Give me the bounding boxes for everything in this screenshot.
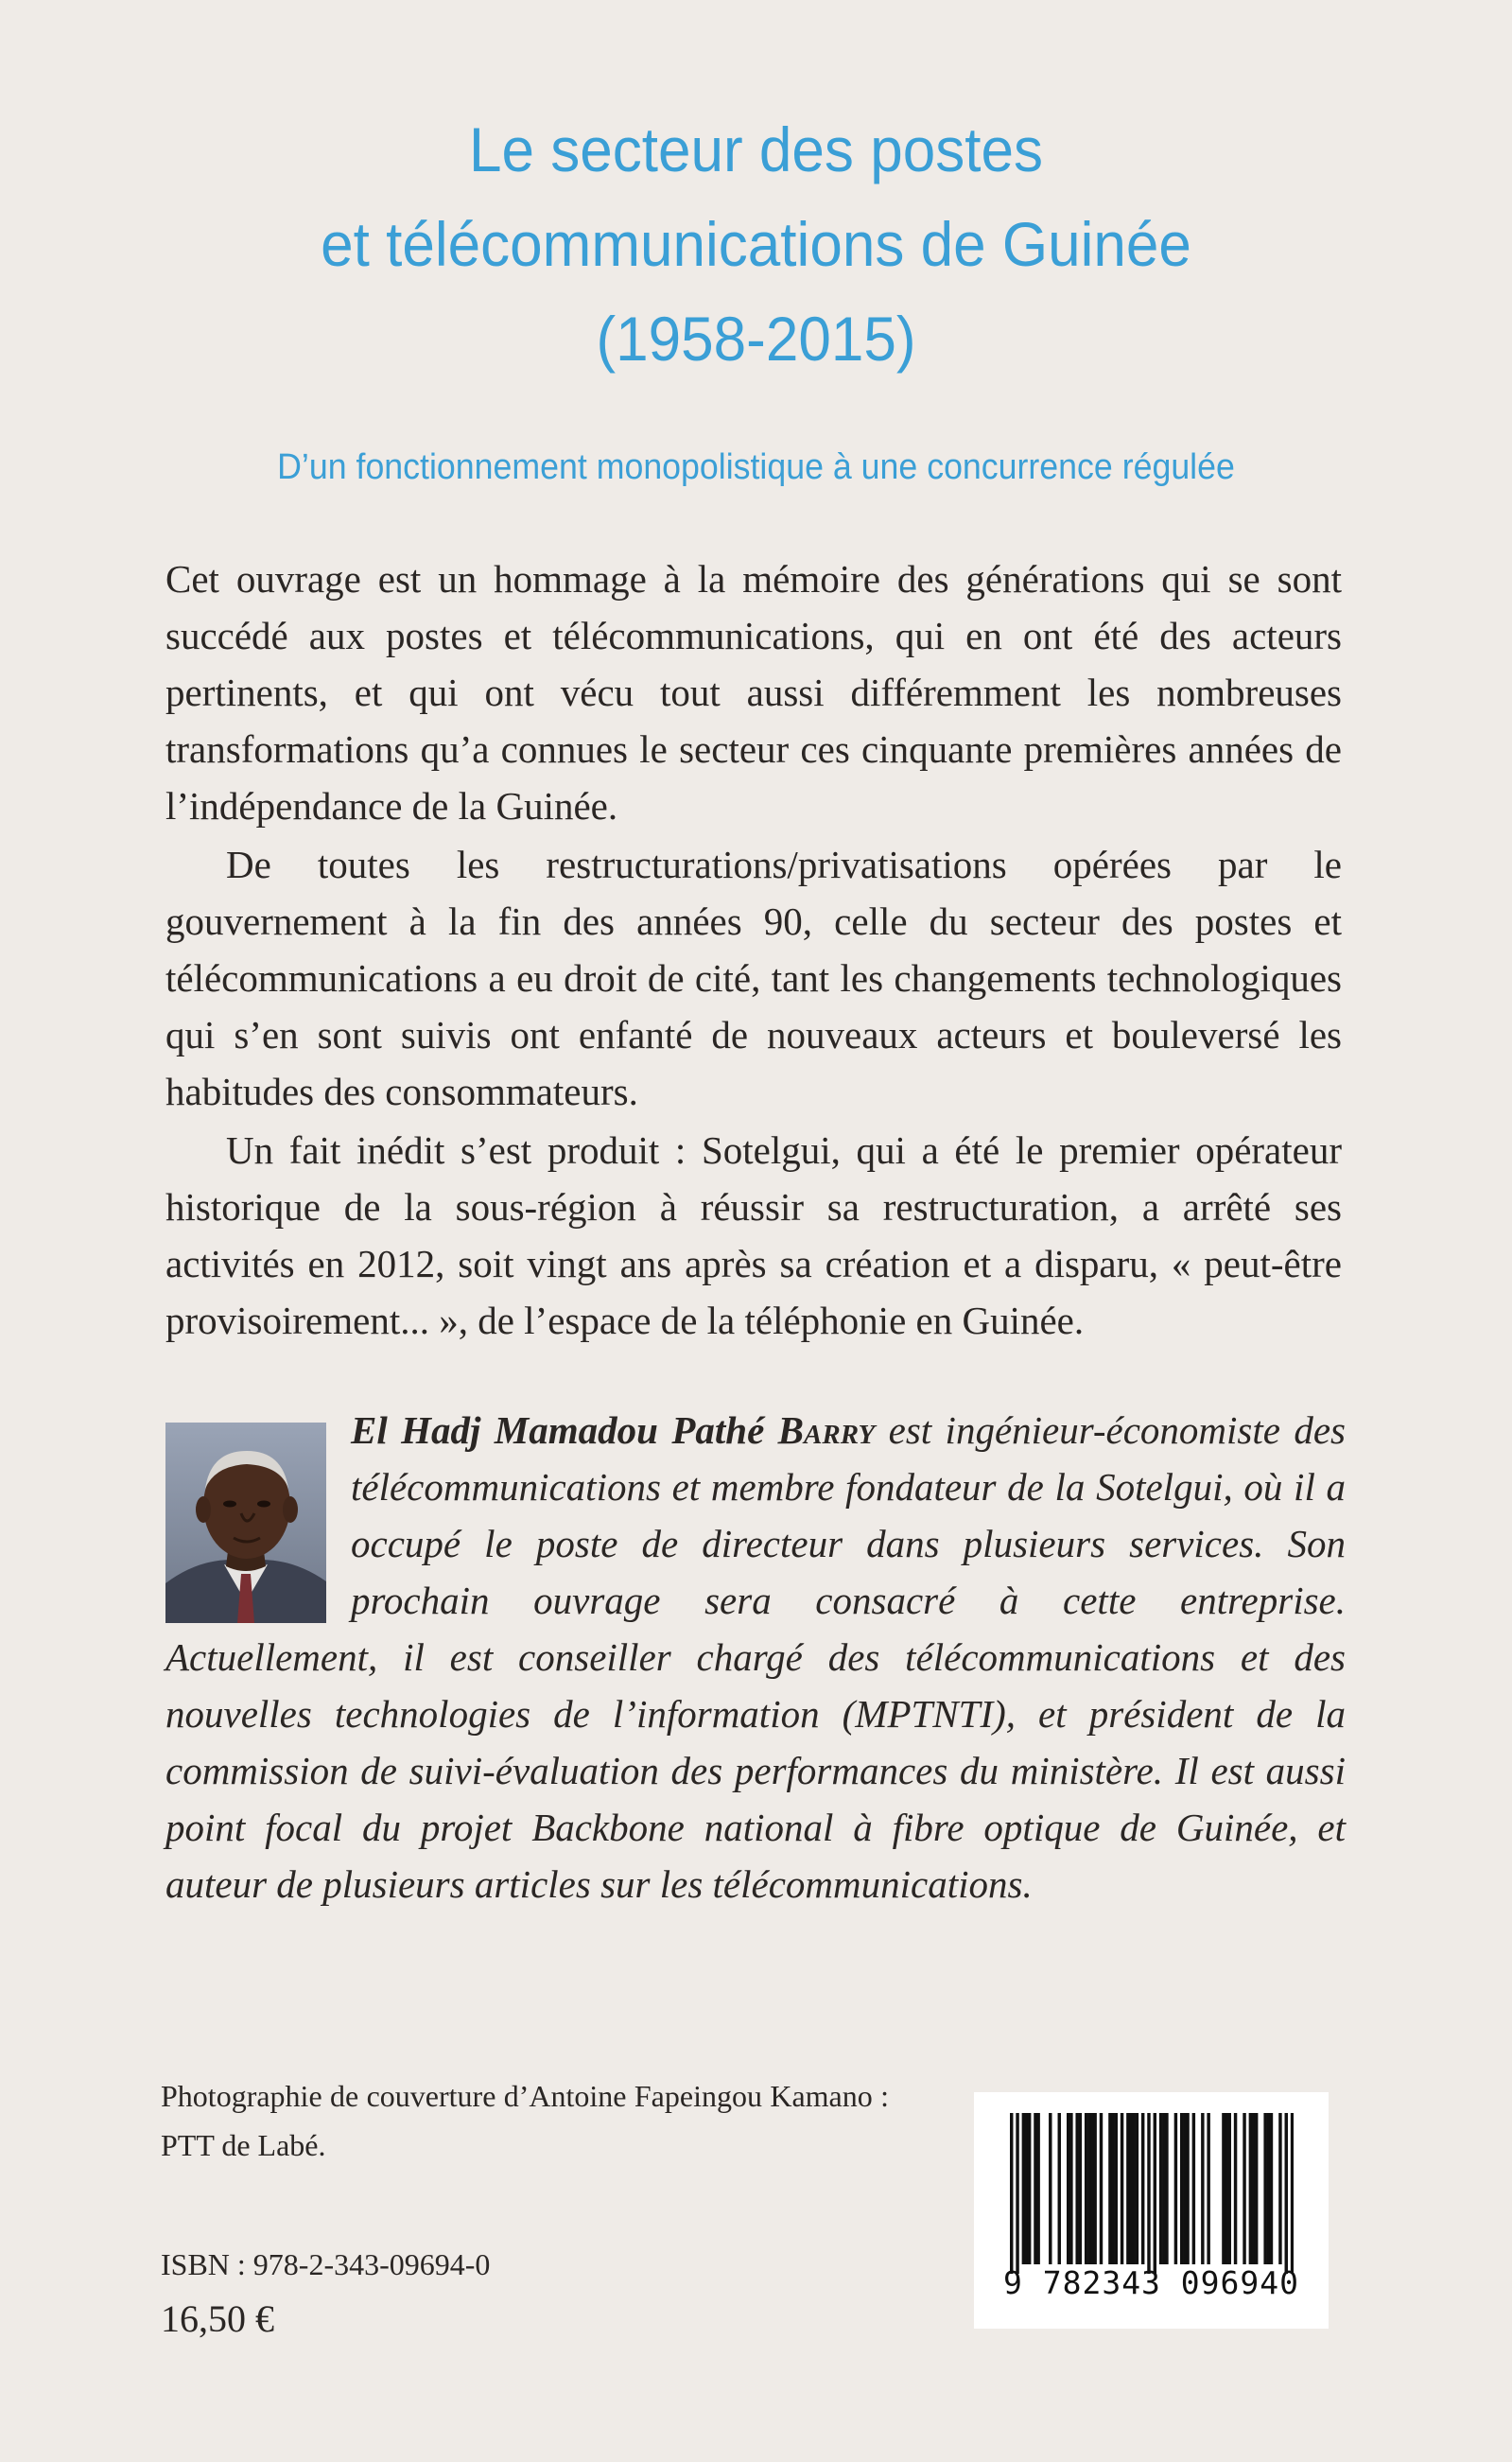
barcode-bar xyxy=(1174,2113,1177,2264)
author-bio-text: est ingénieur-économiste des télécommunications et membre fondateur de la Sotelgui, où il a occupé le poste de directeur dans plusieurs services. Son prochain ouvrage sera consacré à cette entreprise. Actuellement, il est conseiller chargé des télécommunications et des nouvelles technologies de l’information (MPTNTI), et président de la commission de suivi-évaluation des performances du ministère. Il est aussi point focal du projet Backbone national à fibre optique de Guinée, et auteur de plusieurs articles sur les télécommunications. xyxy=(165,1408,1346,1906)
barcode-bar xyxy=(1025,2113,1028,2264)
barcode-bar xyxy=(1267,2113,1270,2264)
barcode-bar xyxy=(1126,2113,1129,2264)
barcode-bar xyxy=(1036,2113,1039,2264)
summary-paragraph-3: Un fait inédit s’est produit : Sotelgui, qui a été le premier opérateur historique de la sous-région à réussir sa restructuration, a arrêté ses activités en 2012, soit vingt ans après sa création et a disparu, « peut-être provisoirement... », de l’espace de la téléphonie en Guinée. xyxy=(165,1128,1342,1342)
barcode-bar xyxy=(1234,2113,1237,2264)
barcode-bar xyxy=(1087,2113,1090,2264)
barcode-bar xyxy=(1111,2113,1114,2264)
barcode-bar xyxy=(1228,2113,1231,2264)
barcode-bar xyxy=(1270,2113,1273,2264)
author-name: El Hadj Mamadou Pathé xyxy=(351,1408,765,1452)
barcode-bar xyxy=(1079,2113,1082,2264)
barcode-bar xyxy=(1108,2113,1111,2264)
barcode-bar xyxy=(1165,2113,1168,2264)
barcode-bar xyxy=(1154,2113,1156,2274)
barcode-bar xyxy=(1069,2113,1072,2264)
barcode-bar xyxy=(1162,2113,1165,2264)
barcode-bar xyxy=(1028,2113,1031,2264)
barcode-digits: 9 782343 096940 xyxy=(1002,2264,1299,2301)
summary-text xyxy=(165,550,1342,1349)
author-portrait-icon xyxy=(165,1423,326,1623)
book-title xyxy=(45,102,1467,386)
barcode-bar xyxy=(1100,2113,1103,2264)
title-line-2: et télécommunications de Guinée xyxy=(321,209,1191,279)
author-photo xyxy=(165,1423,326,1623)
barcode-bar xyxy=(1255,2113,1258,2264)
title-line-1: Le secteur des postes xyxy=(468,114,1043,184)
barcode-bar xyxy=(1222,2113,1225,2264)
barcode-bar xyxy=(1249,2113,1252,2264)
barcode-bar xyxy=(1090,2113,1093,2264)
barcode-bar xyxy=(1180,2113,1183,2264)
barcode-bars-icon xyxy=(1010,2113,1294,2274)
barcode-bar xyxy=(1186,2113,1189,2264)
barcode-bar xyxy=(1115,2113,1118,2264)
barcode-bar xyxy=(1252,2113,1255,2264)
barcode-bar xyxy=(1058,2113,1061,2264)
barcode-bar xyxy=(1192,2113,1195,2264)
title-line-3: (1958-2015) xyxy=(596,304,916,374)
barcode-bar xyxy=(1085,2113,1087,2264)
barcode-bar xyxy=(1141,2113,1144,2264)
barcode-bar xyxy=(1243,2113,1245,2264)
barcode-bar xyxy=(1263,2113,1266,2264)
barcode-bar xyxy=(1201,2113,1204,2264)
summary-paragraph-1: Cet ouvrage est un hommage à la mémoire des générations qui se sont succédé aux postes et télécommunications, qui en ont été des acteurs pertinents, et qui ont vécu tout aussi différemment les nombreuses transformations qu’a connues le secteur ces cinquante premières années de l’indépendance de la Guinée. xyxy=(165,557,1342,828)
barcode-bar xyxy=(1291,2113,1294,2274)
summary-paragraph-2: De toutes les restructurations/privatisations opérées par le gouvernement à la fin des années 90, celle du secteur des postes et télécommunications a eu droit de cité, tant les changements technologiques qui s’en sont suivis ont enfanté de nouveaux acteurs et bouleversé les habitudes des consommateurs. xyxy=(165,843,1342,1113)
barcode-bar xyxy=(1022,2113,1025,2264)
barcode-bar xyxy=(1136,2113,1138,2264)
barcode-bar xyxy=(1129,2113,1132,2264)
price: 16,50 € xyxy=(161,2297,274,2340)
barcode xyxy=(974,2092,1329,2329)
book-subtitle: D’un fonctionnement monopolistique à une concurrence régulée xyxy=(277,447,1235,487)
barcode-bar xyxy=(1034,2113,1036,2264)
barcode-bar xyxy=(1147,2113,1150,2274)
barcode-bar xyxy=(1207,2113,1209,2264)
barcode-bar xyxy=(1010,2113,1013,2274)
barcode-bar xyxy=(1075,2113,1078,2264)
barcode-bar xyxy=(1225,2113,1227,2264)
barcode-bar xyxy=(1067,2113,1069,2264)
barcode-bar xyxy=(1285,2113,1288,2274)
author-bio xyxy=(165,1402,1346,1912)
barcode-bar xyxy=(1093,2113,1096,2264)
isbn: ISBN : 978-2-343-09694-0 xyxy=(161,2247,491,2281)
barcode-bar xyxy=(1121,2113,1123,2264)
barcode-bar xyxy=(1016,2113,1018,2274)
barcode-bar xyxy=(1132,2113,1135,2264)
barcode-bar xyxy=(1159,2113,1162,2264)
barcode-bar xyxy=(1049,2113,1051,2264)
barcode-bar xyxy=(1278,2113,1281,2264)
author-surname: Barry xyxy=(777,1408,876,1452)
cover-photo-credit: Photographie de couverture d’Antoine Fapeingou Kamano : PTT de Labé. xyxy=(161,2079,889,2162)
barcode-bar xyxy=(1183,2113,1186,2264)
